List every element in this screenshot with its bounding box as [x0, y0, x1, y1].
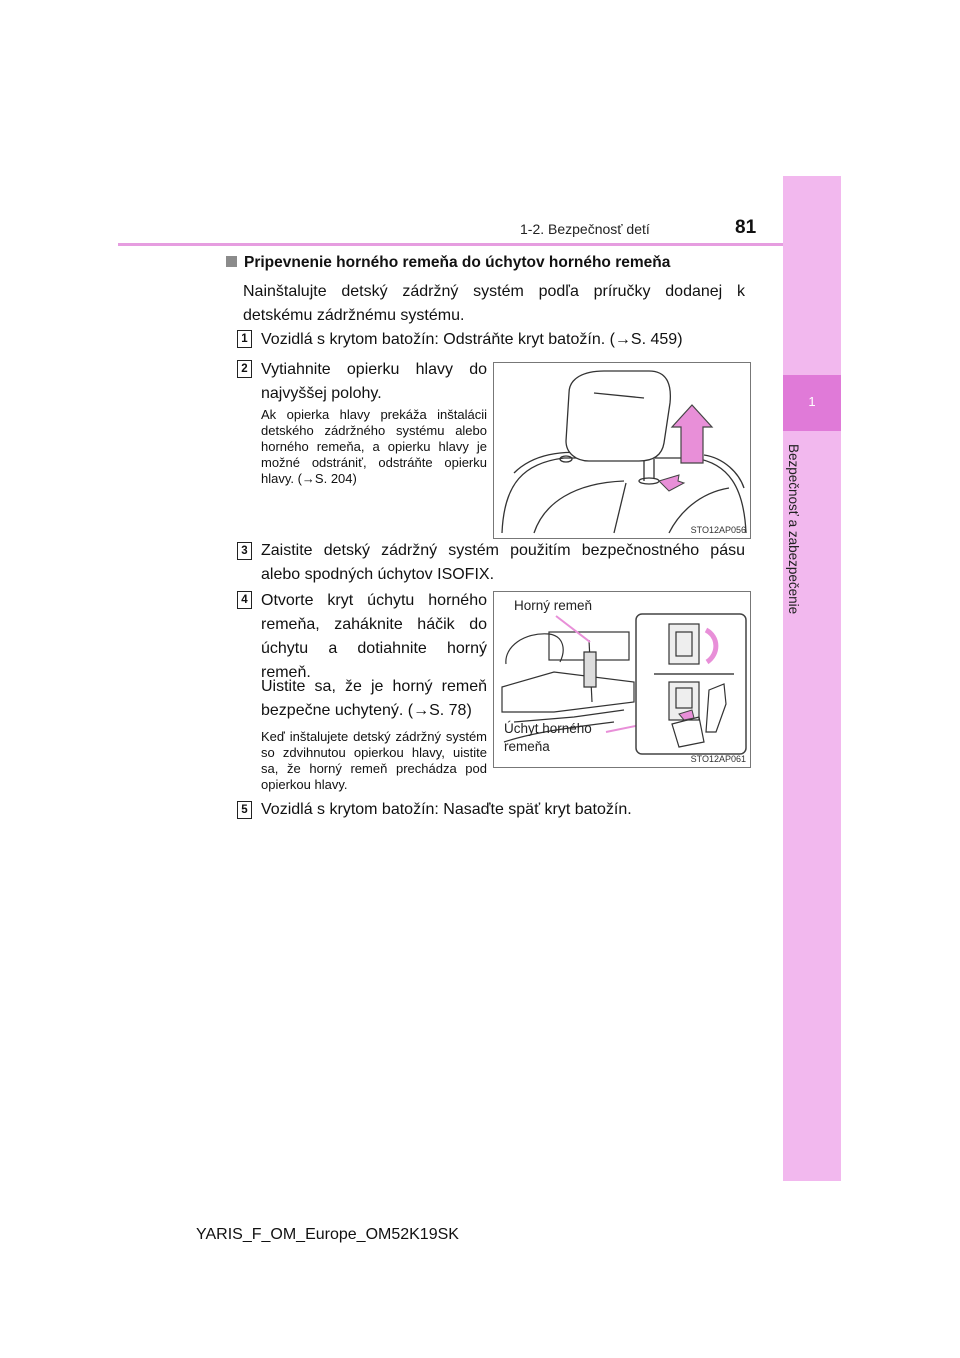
- step-4-text-2: Uistite sa, že je horný remeň bezpečne uchytený. (→S. 78): [261, 678, 487, 719]
- subsection-heading: Pripevnenie horného remeňa do úchytov horného remeňa: [226, 254, 670, 272]
- step-4-text: Otvorte kryt úchytu horného remeňa, zaháknite háčik do úchytu a dotiahnite horný remeň.: [261, 592, 487, 681]
- section-title: 1-2. Bezpečnosť detí: [520, 221, 650, 237]
- step-number-3: 3: [237, 542, 252, 560]
- step-number-5: 5: [237, 801, 252, 819]
- step-4-note: Keď inštalujete detský zádržný systém so zdvihnutou opierkou hlavy, uistite sa, že horný remeň prechádza pod opierkou hlavy.: [261, 729, 487, 792]
- chapter-title: Bezpečnosť a zabezpečenie: [786, 444, 801, 615]
- chapter-sidebar: [783, 176, 841, 1181]
- figure-2-code: STO12AP061: [690, 754, 746, 764]
- label-anchor-line-2: remeňa: [504, 739, 550, 754]
- step-2-text: Vytiahnite opierku hlavy do najvyššej polohy.: [261, 361, 487, 402]
- page-number: 81: [735, 217, 757, 238]
- step-2-note: Ak opierka hlavy prekáža inštalácii detského zádržného systému alebo horného remeňa, a opierku hlavy je možné odstrániť, odstráňte opierku hlavy. (→S. 204): [261, 407, 487, 486]
- up-arrow-icon: [672, 405, 712, 463]
- step-number-4: 4: [237, 591, 252, 609]
- figure-1-code: STO12AP056: [690, 525, 746, 535]
- step-5-text: Vozidlá s krytom batožín: Nasaďte späť kryt batožín.: [261, 801, 632, 818]
- chapter-number: 1: [808, 394, 816, 409]
- step-number-2: 2: [237, 360, 252, 378]
- step-number-1: 1: [237, 330, 252, 348]
- header-divider: [118, 243, 783, 246]
- label-top-tether: Horný remeň: [514, 598, 593, 613]
- step-1-text: Vozidlá s krytom batožín: Odstráňte kryt batožín. (→S. 459): [261, 331, 683, 348]
- headrest-figure: [493, 362, 751, 539]
- square-bullet-icon: [226, 256, 237, 267]
- headrest-illustration: [494, 363, 750, 538]
- step-3-text: Zaistite detský zádržný systém použitím bezpečnostného pásu alebo spodných úchytov ISOFIX.: [261, 542, 745, 583]
- document-id: YARIS_F_OM_Europe_OM52K19SK: [196, 1226, 459, 1243]
- tether-anchor-figure: [493, 591, 751, 768]
- intro-paragraph: Nainštalujte detský zádržný systém podľa príručky dodanej k detskému zádržnému systému.: [243, 283, 745, 324]
- label-anchor-line-1: Úchyt horného: [504, 721, 592, 736]
